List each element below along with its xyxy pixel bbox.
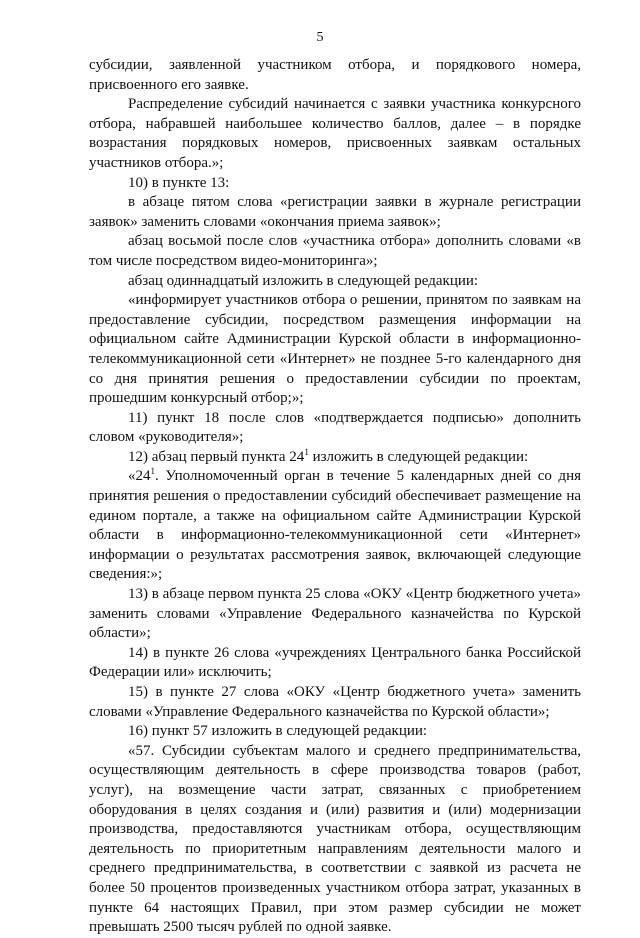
paragraph: «57. Субсидии субъектам малого и среднего предпринимательства, осуществляющим деятельность в сфере производства товаров (работ, услуг), на возмещение части затрат, связанных с приобретением оборудования в целях создания и (или) развития и (или) модернизации производства, предоставляются участникам отбора, осуществляющим деятельность по приоритетным направлениям деятельности малого и среднего предпринимательства, в соответствии с заявкой из расчета не более 50 процентов произведенных участником отбора затрат, указанных в пункте 64 настоящих Правил, при этом размер субсидии не может превышать 2500 тысяч рублей по одной заявке. [89,742,581,936]
page-number: 5 [316,30,324,45]
paragraph: в абзаце пятом слова «регистрации заявки в журнале регистрации заявок» заменить словами «окончания приема заявок»; [89,194,581,230]
paragraph-text: 12) абзац первый пункта 24 [128,448,305,465]
superscript: 1 [150,466,155,477]
document-body [89,56,581,938]
paragraph-text: изложить в следующей редакции: [308,448,529,465]
paragraph: абзац одиннадцатый изложить в следующей редакции: [128,272,479,289]
paragraph: 13) в абзаце первом пункта 25 слова «ОКУ «Центр бюджетного учета» заменить словами «Управление Федерального казначейства по Курской области»; [89,586,581,642]
paragraph: субсидии, заявленной участником отбора, и порядкового номера, присвоенного его заявке. [89,57,581,93]
paragraph-text: . Уполномоченный орган в течение 5 календарных дней со дня принятия решения о предоставлении субсидий обеспечивает размещение на едином портале, а также на официальном сайте Администрации Курской области в информационно-телекоммуникационной сети «Интернет» информации о результатах рассмотрения заявок, включающей следующие сведения:»; [89,468,581,583]
superscript: 1 [304,446,309,457]
paragraph [89,467,581,585]
paragraph: 14) в пункте 26 слова «учреждениях Центрального банка Российской Федерации или» исключить; [89,644,581,681]
paragraph: 16) пункт 57 изложить в следующей редакции: [128,723,428,740]
paragraph [89,448,581,468]
paragraph: 10) в пункте 13: [128,174,230,191]
paragraph: 11) пункт 18 после слов «подтверждается подписью» дополнить словом «руководителя»; [89,409,581,446]
paragraph: Распределение субсидий начинается с заявки участника конкурсного отбора, набравшей наибольшее количество баллов, далее – в порядке возрастания порядковых номеров, присвоенных заявкам остальных участников отбора.»; [89,96,581,171]
paragraph-text: «24 [128,468,151,485]
paragraph: 15) в пункте 27 слова «ОКУ «Центр бюджетного учета» заменить словами «Управление Федерального казначейства по Курской области»; [89,684,581,720]
paragraph: абзац восьмой после слов «участника отбора» дополнить словами «в том числе посредством видео-мониторинга»; [89,233,581,269]
paragraph: «информирует участников отбора о решении, принятом по заявкам на предоставление субсидии, посредством размещения информации на официальном сайте Администрации Курской области в информационно-телекоммуникационной сети «Интернет» не позднее 5-го календарного дня со дня принятия решения о предоставлении субсидии по проектам, прошедшим конкурсный отбор;»; [89,292,581,407]
